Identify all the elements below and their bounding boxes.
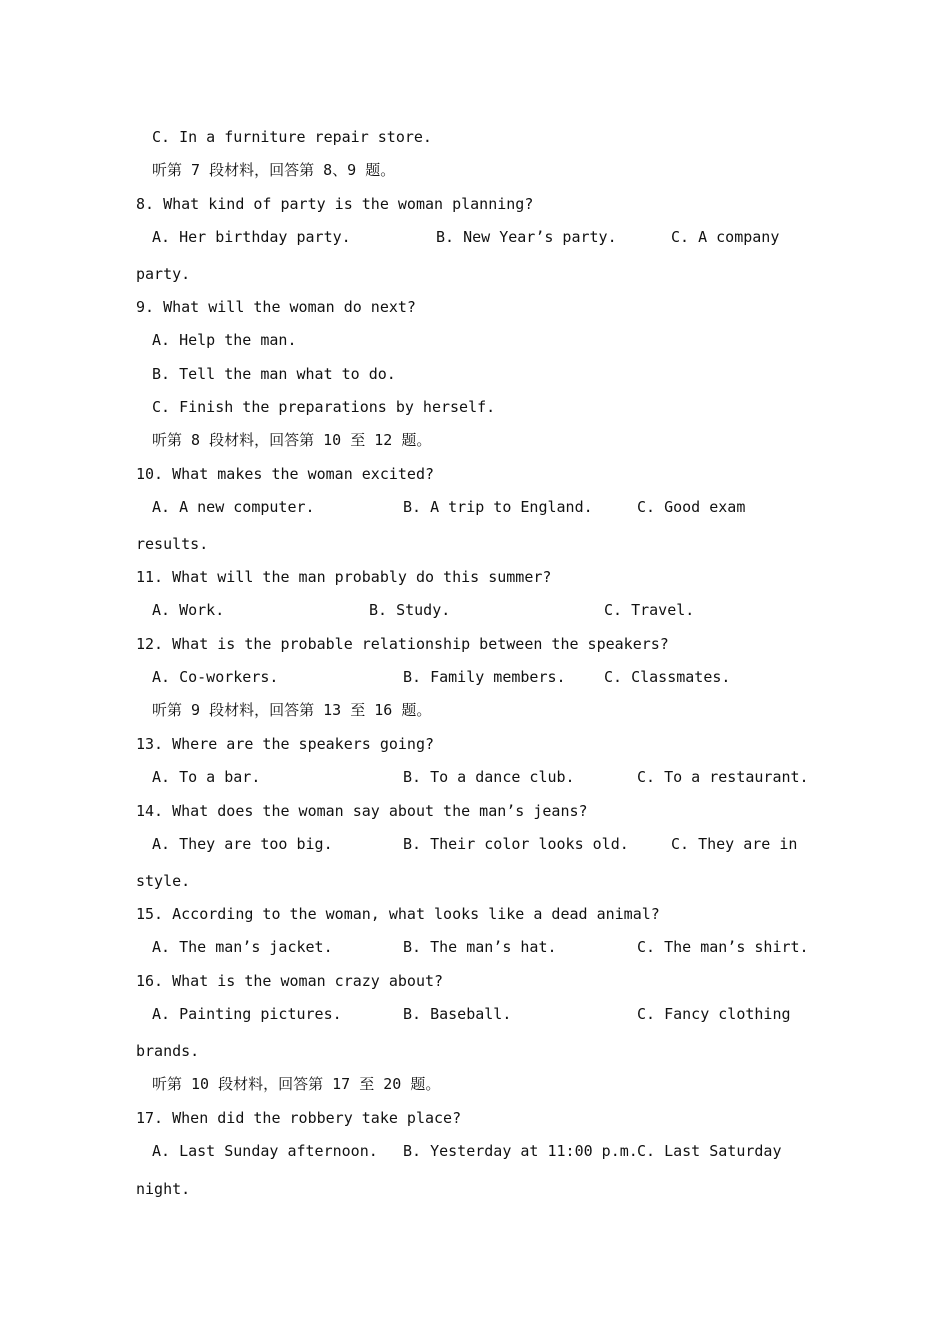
q14-option-c-continued: style.	[136, 872, 191, 890]
question-13: 13. Where are the speakers going?	[136, 735, 435, 753]
q14-option-c: C. They are in	[671, 835, 798, 853]
q12-option-a: A. Co-workers.	[152, 668, 279, 686]
q8-option-c-continued: party.	[136, 265, 191, 283]
q15-option-c: C. The man’s shirt.	[637, 938, 809, 956]
q17-option-c-continued: night.	[136, 1180, 191, 1198]
section-10-instruction: 听第 10 段材料，回答第 17 至 20 题。	[152, 1075, 441, 1093]
q9-option-c: C. Finish the preparations by herself.	[152, 398, 496, 416]
question-12: 12. What is the probable relationship between the speakers?	[136, 635, 669, 653]
q12-option-c: C. Classmates.	[604, 668, 731, 686]
q11-option-c: C. Travel.	[604, 601, 695, 619]
q16-option-a: A. Painting pictures.	[152, 1005, 342, 1023]
q8-option-b: B. New Year’s party.	[436, 228, 617, 246]
q7-option-c: C. In a furniture repair store.	[152, 128, 432, 146]
q17-option-a: A. Last Sunday afternoon.	[152, 1142, 378, 1160]
question-16: 16. What is the woman crazy about?	[136, 972, 444, 990]
q15-option-b: B. The man’s hat.	[403, 938, 557, 956]
q14-option-b: B. Their color looks old.	[403, 835, 629, 853]
q16-option-c: C. Fancy clothing	[637, 1005, 791, 1023]
question-9: 9. What will the woman do next?	[136, 298, 416, 316]
question-17: 17. When did the robbery take place?	[136, 1109, 462, 1127]
question-10: 10. What makes the woman excited?	[136, 465, 435, 483]
q12-option-b: B. Family members.	[403, 668, 566, 686]
q13-option-b: B. To a dance club.	[403, 768, 575, 786]
q9-option-a: A. Help the man.	[152, 331, 297, 349]
q17-option-c: C. Last Saturday	[637, 1142, 782, 1160]
section-7-instruction: 听第 7 段材料，回答第 8、9 题。	[152, 161, 396, 179]
q11-option-b: B. Study.	[369, 601, 451, 619]
q14-option-a: A. They are too big.	[152, 835, 333, 853]
q11-option-a: A. Work.	[152, 601, 225, 619]
question-15: 15. According to the woman, what looks like a dead animal?	[136, 905, 660, 923]
q17-option-b: B. Yesterday at 11:00 p.m.	[403, 1142, 638, 1160]
q13-option-c: C. To a restaurant.	[637, 768, 809, 786]
q10-option-c: C. Good exam	[637, 498, 746, 516]
q15-option-a: A. The man’s jacket.	[152, 938, 333, 956]
q10-option-c-continued: results.	[136, 535, 209, 553]
q10-option-b: B. A trip to England.	[403, 498, 593, 516]
q16-option-c-continued: brands.	[136, 1042, 200, 1060]
q8-option-a: A. Her birthday party.	[152, 228, 351, 246]
section-9-instruction: 听第 9 段材料，回答第 13 至 16 题。	[152, 701, 432, 719]
question-11: 11. What will the man probably do this summer?	[136, 568, 552, 586]
q16-option-b: B. Baseball.	[403, 1005, 512, 1023]
question-8: 8. What kind of party is the woman planning?	[136, 195, 534, 213]
q10-option-a: A. A new computer.	[152, 498, 315, 516]
question-14: 14. What does the woman say about the man’s jeans?	[136, 802, 588, 820]
q9-option-b: B. Tell the man what to do.	[152, 365, 396, 383]
q8-option-c: C. A company	[671, 228, 780, 246]
q13-option-a: A. To a bar.	[152, 768, 261, 786]
section-8-instruction: 听第 8 段材料，回答第 10 至 12 题。	[152, 431, 432, 449]
